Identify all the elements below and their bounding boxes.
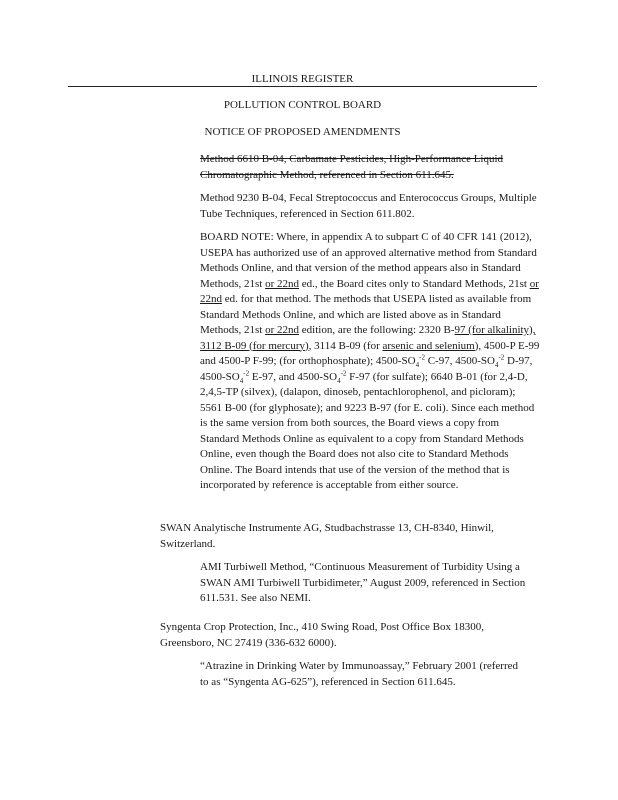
subscript: 4: [337, 376, 341, 385]
superscript: -2: [498, 353, 505, 362]
board-note-text: ed. for that method. The methods that USEPA listed as available from Standard Methods Online, and which are listed above as in Standard Methods, 21st: [200, 293, 532, 336]
swan-organization: SWAN Analytische Instrumente AG, Studbachstrasse 13, CH-8340, Hinwil, Switzerland.: [160, 522, 494, 550]
inserted-arsenic-selenium: arsenic and selenium),: [382, 339, 482, 352]
subscript: 4: [415, 361, 420, 370]
method-9230-paragraph: Method 9230 B-04, Fecal Streptococcus and Enterococcus Groups, Multiple Tube Techniques, referenced in Section 611.802.: [200, 192, 537, 220]
board-note-text: edition, are the following: 2320 B-: [299, 324, 455, 336]
subscript: 4: [239, 376, 244, 385]
subscript: 4: [494, 361, 499, 370]
inserted-or-22nd: or 22nd: [265, 277, 300, 290]
syngenta-organization: Syngenta Crop Protection, Inc., 410 Swing Road, Post Office Box 18300, Greensboro, NC 27419 (336-632 6000).: [160, 621, 484, 649]
swan-method-paragraph: AMI Turbiwell Method, “Continuous Measurement of Turbidity Using a SWAN AMI Turbiwell Turbidimeter,” August 2009, referenced in Section 611.531. See also NEMI.: [200, 561, 526, 604]
board-note-text: E-97, and 4500-SO: [249, 370, 338, 383]
inserted-method-list: 97 (for alkalinity), 3112 B-09 (for mercury),: [200, 324, 536, 352]
superscript: -2: [340, 368, 347, 377]
superscript: -2: [243, 368, 250, 377]
board-note-text: 4500-P E-99 and 4500-P F-99; (for orthophosphate); 4500-SO: [200, 339, 540, 367]
inserted-or-22nd: or 22nd: [200, 277, 539, 305]
notice-title: NOTICE OF PROPOSED AMENDMENTS: [204, 126, 401, 138]
board-note-text: BOARD NOTE: Where, in appendix A to subpart C of 40 CFR 141 (2012), USEPA has authorized use of an approved alternative method from Standard Methods Online, and that version of the method appears also in Standard Methods, 21st: [200, 231, 537, 290]
register-title: ILLINOIS REGISTER: [251, 73, 354, 85]
board-note-text: C-97, 4500-SO: [424, 355, 495, 367]
board-note-text: D-97, 4500-SO: [200, 355, 533, 383]
method-6610-paragraph: Method 6610 B-04, Carbamate Pesticides, High-Performance Liquid Chromatographic Method, referenced in Section 611.645.: [200, 153, 504, 181]
syngenta-method-paragraph: “Atrazine in Drinking Water by Immunoassay,” February 2001 (referred to as “Syngenta AG-625”), referenced in Section 611.645.: [200, 660, 519, 688]
inserted-or-22nd: or 22nd: [265, 324, 300, 336]
board-note-text: 3114 B-09 (for: [311, 339, 383, 352]
board-note-text: ed., the Board cites only to Standard Methods, 21st: [299, 277, 530, 290]
board-title: POLLUTION CONTROL BOARD: [223, 99, 382, 111]
board-note-text: F-97 (for sulfate); 6640 B-01 (for 2,4-D, 2,4,5-TP (silvex), (dalapon, dinoseb, pentachlorophenol, and picloram); 5561 B-00 (for glyphosate); and 9223 B-97 (for E. coli). Since each method is the same version from both sources, the Board views a copy from Standard Methods Online as equivalent to a copy from Standard Methods Online, even though the Board does not also cite to Standard Methods Online. The Board intends that use of the version of the method that is incorporated by reference is acceptable from either source.: [200, 370, 535, 491]
board-note-paragraph: [200, 230, 540, 494]
superscript: -2: [419, 353, 425, 362]
